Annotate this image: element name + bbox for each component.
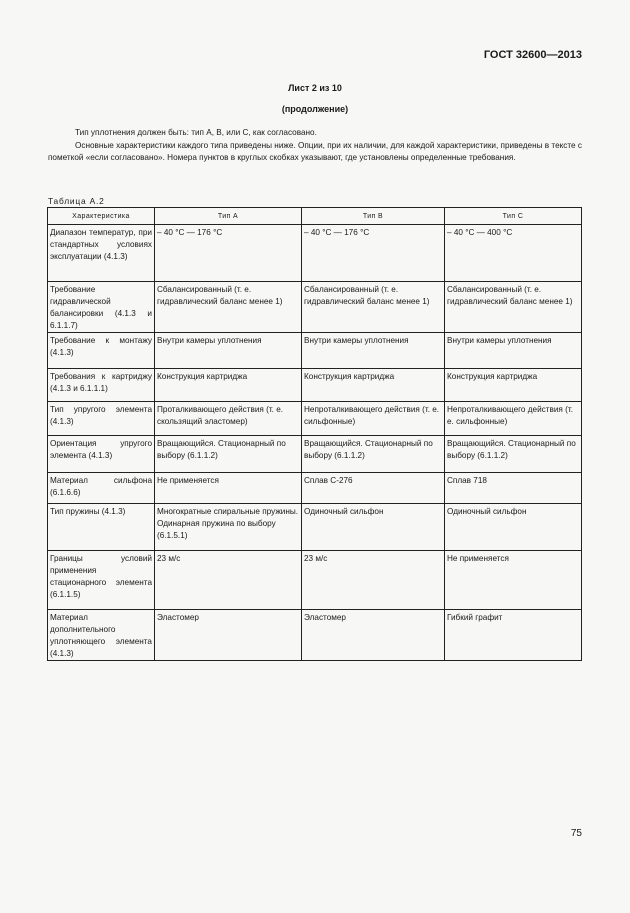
cell-type-c: Сплав 718 [445, 473, 582, 504]
table-row [48, 610, 582, 661]
cell-type-a: Внутри камеры уплотнения [155, 333, 302, 369]
continuation-label: (продолжение) [281, 104, 349, 114]
cell-type-b: Сплав С-276 [302, 473, 445, 504]
cell-type-a: Многократные спиральные пружины. Одинарная пружина по выбору (6.1.5.1) [155, 504, 302, 551]
cell-characteristic: Ориентация упругого элемента (4.1.3) [48, 436, 155, 473]
cell-type-b: – 40 °С — 176 °С [302, 225, 445, 282]
cell-characteristic: Требования к картриджу (4.1.3 и 6.1.1.1) [48, 369, 155, 402]
table-caption: Таблица А.2 [48, 196, 105, 206]
cell-type-b: Внутри камеры уплотнения [302, 333, 445, 369]
header-type-b: Тип В [302, 208, 445, 225]
page-number: 75 [570, 828, 582, 839]
cell-characteristic: Границы условий применения стационарного элемента (6.1.1.5) [48, 551, 155, 610]
cell-type-b: Сбалансированный (т. е. гидравлический баланс менее 1) [302, 282, 445, 333]
cell-type-b: Непроталкивающего действия (т. е. сильфонные) [302, 402, 445, 436]
standard-number: ГОСТ 32600—2013 [483, 49, 582, 61]
cell-type-b: Конструкция картриджа [302, 369, 445, 402]
cell-type-a: Не применяется [155, 473, 302, 504]
cell-type-c: Одиночный сильфон [445, 504, 582, 551]
cell-type-c: Не применяется [445, 551, 582, 610]
cell-type-c: Сбалансированный (т. е. гидравлический баланс менее 1) [445, 282, 582, 333]
table-row [48, 333, 582, 369]
table-row [48, 225, 582, 282]
table-row [48, 402, 582, 436]
table-row [48, 551, 582, 610]
cell-type-c: – 40 °С — 400 °С [445, 225, 582, 282]
table-header-row [48, 208, 582, 225]
cell-characteristic: Тип упругого элемента (4.1.3) [48, 402, 155, 436]
cell-type-a: Конструкция картриджа [155, 369, 302, 402]
cell-characteristic: Материал дополнительного уплотняющего элемента (4.1.3) [48, 610, 155, 661]
cell-type-c: Непроталкивающего действия (т. е. сильфонные) [445, 402, 582, 436]
cell-type-b: Эластомер [302, 610, 445, 661]
cell-type-c: Внутри камеры уплотнения [445, 333, 582, 369]
cell-type-b: 23 м/с [302, 551, 445, 610]
table-row [48, 473, 582, 504]
sheet-label: Лист 2 из 10 [288, 83, 342, 93]
table-row [48, 504, 582, 551]
cell-type-a: – 40 °С — 176 °С [155, 225, 302, 282]
cell-characteristic: Требование к монтажу (4.1.3) [48, 333, 155, 369]
header-type-c: Тип С [445, 208, 582, 225]
cell-type-c: Вращающийся. Стационарный по выбору (6.1.1.2) [445, 436, 582, 473]
cell-type-a: Вращающийся. Стационарный по выбору (6.1.1.2) [155, 436, 302, 473]
table-row [48, 369, 582, 402]
header-characteristic: Характеристика [48, 208, 155, 225]
cell-type-b: Вращающийся. Стационарный по выбору (6.1.1.2) [302, 436, 445, 473]
header-type-a: Тип А [155, 208, 302, 225]
table-row [48, 436, 582, 473]
cell-type-b: Одиночный сильфон [302, 504, 445, 551]
table-row [48, 282, 582, 333]
intro-text [48, 127, 582, 165]
cell-type-a: 23 м/с [155, 551, 302, 610]
cell-type-a: Эластомер [155, 610, 302, 661]
cell-type-a: Проталкивающего действия (т. е. скользящий эластомер) [155, 402, 302, 436]
intro-paragraph-1: Тип уплотнения должен быть: тип А, В, или С, как согласовано. [75, 128, 317, 137]
cell-characteristic: Материал сильфона (6.1.6.6) [48, 473, 155, 504]
characteristics-table [47, 207, 582, 661]
cell-characteristic: Диапазон температур, при стандартных условиях эксплуатации (4.1.3) [48, 225, 155, 282]
cell-type-c: Конструкция картриджа [445, 369, 582, 402]
cell-type-a: Сбалансированный (т. е. гидравлический баланс менее 1) [155, 282, 302, 333]
cell-characteristic: Требование гидравлической балансировки (4.1.3 и 6.1.1.7) [48, 282, 155, 333]
intro-paragraph-2: Основные характеристики каждого типа приведены ниже. Опции, при их наличии, для каждой характеристики, приведены в тексте с пометкой «если согласовано». Номера пунктов в круглых скобках указывают, где установлены определенные требования. [48, 140, 582, 162]
cell-characteristic: Тип пружины (4.1.3) [48, 504, 155, 551]
cell-type-c: Гибкий графит [445, 610, 582, 661]
